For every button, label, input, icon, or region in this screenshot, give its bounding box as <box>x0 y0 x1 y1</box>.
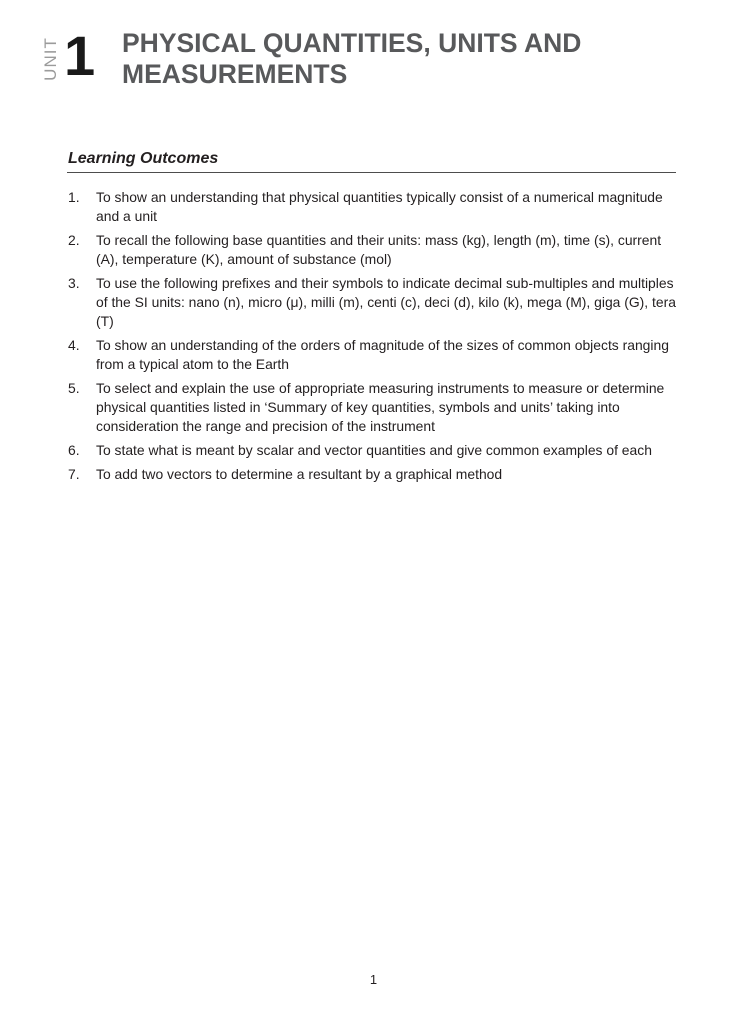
list-item-text: To show an understanding that physical quantities typically consist of a numerical magnitude and a unit <box>96 189 663 224</box>
list-item-text: To show an understanding of the orders of magnitude of the sizes of common objects ranging from a typical atom to the Earth <box>96 337 669 372</box>
list-item-number: 2. <box>68 232 80 248</box>
list-item-number: 1. <box>68 189 80 205</box>
page-title-line-1: PHYSICAL QUANTITIES, UNITS AND <box>122 28 582 58</box>
list-item <box>68 441 678 460</box>
list-item-text: To state what is meant by scalar and vector quantities and give common examples of each <box>96 442 652 458</box>
list-item-text: To use the following prefixes and their symbols to indicate decimal sub-multiples and multiples of the SI units: nano (n), micro (μ), milli (m), centi (c), deci (d), kilo (k), mega (M), giga (G), tera (T) <box>96 275 676 329</box>
list-item-text: To select and explain the use of appropriate measuring instruments to measure or determine physical quantities listed in ‘Summary of key quantities, symbols and units’ taking into consideration the range and precision of the instrument <box>96 380 665 434</box>
list-item-number: 4. <box>68 337 80 353</box>
list-item-number: 7. <box>68 466 80 482</box>
learning-outcomes-heading: Learning Outcomes <box>68 150 219 167</box>
list-item <box>68 274 678 331</box>
list-item-number: 5. <box>68 380 80 396</box>
list-item <box>68 188 678 226</box>
list-item <box>68 465 678 484</box>
page-number: 1 <box>369 972 378 987</box>
unit-number: 1 <box>64 24 96 87</box>
heading-divider <box>67 172 676 173</box>
list-item-text: To recall the following base quantities and their units: mass (kg), length (m), time (s), current (A), temperature (K), amount of substance (mol) <box>96 232 662 267</box>
list-item <box>68 379 678 436</box>
learning-outcomes-list <box>68 188 678 489</box>
page-title-line-2: MEASUREMENTS <box>122 59 348 89</box>
page-title <box>122 28 682 90</box>
list-item-number: 6. <box>68 442 80 458</box>
unit-label-text: UNIT <box>41 37 61 81</box>
list-item-text: To add two vectors to determine a resultant by a graphical method <box>96 466 503 482</box>
list-item-number: 3. <box>68 275 80 291</box>
unit-label <box>34 30 68 88</box>
list-item <box>68 336 678 374</box>
list-item <box>68 231 678 269</box>
